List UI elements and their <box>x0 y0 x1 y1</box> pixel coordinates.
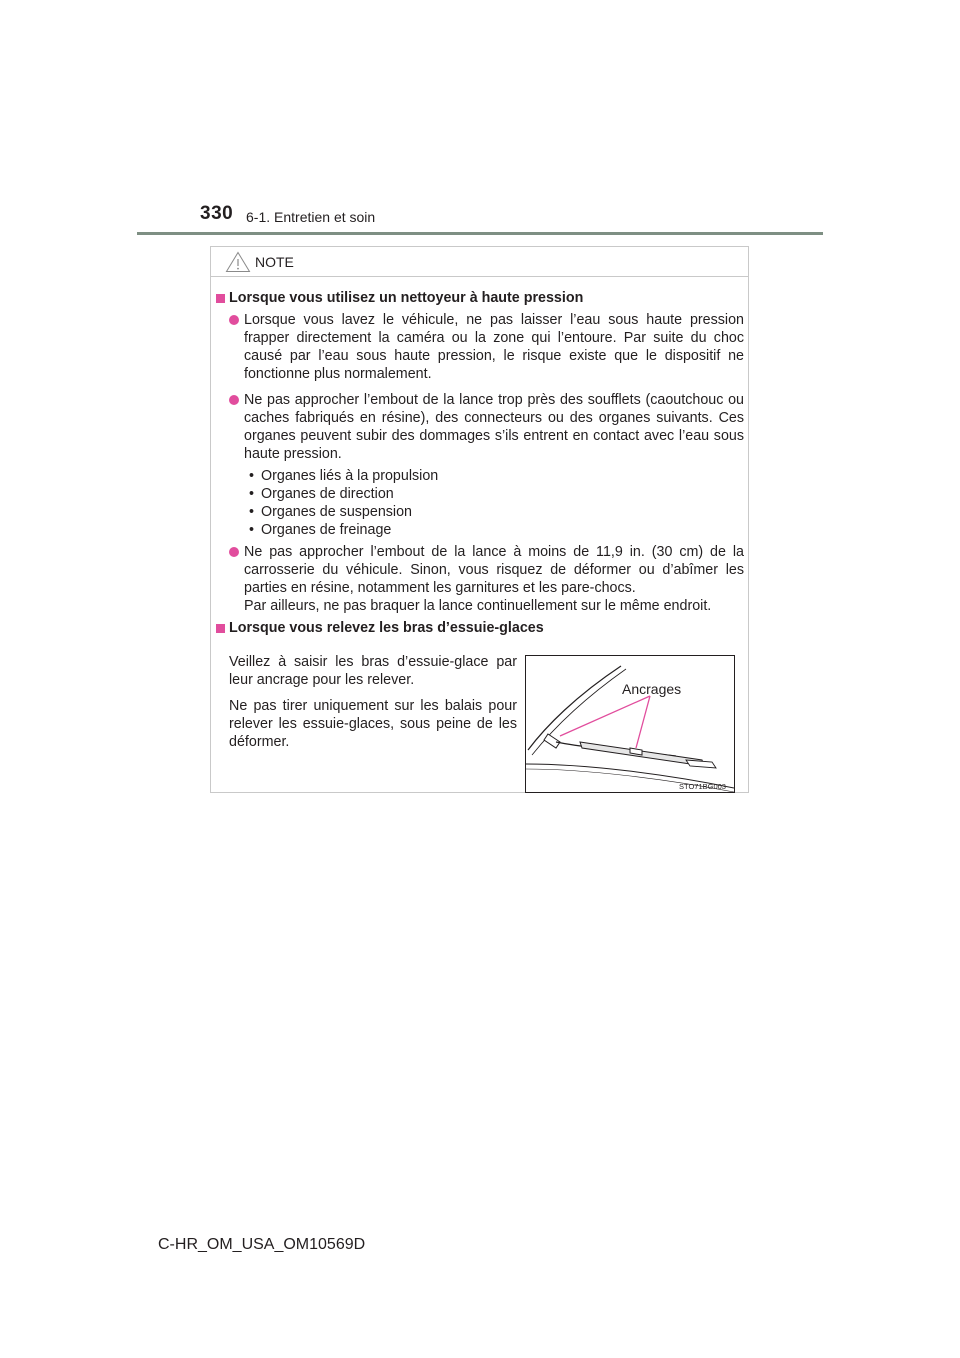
organ-list-item: • Organes de suspension <box>249 504 413 520</box>
wiper-illustration <box>526 656 734 792</box>
square-bullet-icon <box>216 624 225 633</box>
round-bullet-icon <box>229 315 239 325</box>
figure-callout-label: Ancrages <box>622 681 682 697</box>
bullet-text: Lorsque vous lavez le véhicule, ne pas laisser l’eau sous haute pression frapper directement la caméra ou la zone qui l’entoure. Par suite du choc causé par l’eau sous haute pression, le risque existe que le dispositif ne fonctionne plus normalement. <box>244 312 744 382</box>
section-title: 6-1. Entretien et soin <box>246 209 376 225</box>
header-rule <box>137 232 823 235</box>
round-bullet-icon <box>229 395 239 405</box>
organ-list-item: • Organes liés à la propulsion <box>249 468 439 484</box>
note-content <box>216 289 744 791</box>
paragraph: Veillez à saisir les bras d’essuie-glace par leur ancrage pour les relever. <box>229 654 517 688</box>
dot-mark: • <box>249 468 255 484</box>
heading-text: Lorsque vous relevez les bras d’essuie-glaces <box>229 620 544 636</box>
bullet-text-continued: Par ailleurs, ne pas braquer la lance continuellement sur le même endroit. <box>244 598 712 614</box>
organ-list-item: • Organes de direction <box>249 486 394 502</box>
wiper-instructions <box>229 653 517 759</box>
heading-text: Lorsque vous utilisez un nettoyeur à haute pression <box>229 290 584 306</box>
wiper-figure <box>525 655 735 793</box>
bullet-text: Ne pas approcher l’embout de la lance à moins de 11,9 in. (30 cm) de la carrosserie du véhicule. Sinon, vous risquez de déformer ou d’abîmer les parties en résine, notamment les garnitures et les pare-chocs. <box>244 544 744 596</box>
list-item <box>216 391 744 463</box>
round-bullet-icon <box>229 547 239 557</box>
note-box <box>210 246 749 793</box>
warning-triangle-icon <box>225 251 251 273</box>
list-item <box>216 543 744 615</box>
square-bullet-icon <box>216 294 225 303</box>
dot-mark: • <box>249 522 255 538</box>
note-label: NOTE <box>255 254 294 270</box>
section-heading-wipers <box>216 619 744 637</box>
list-item <box>216 311 744 383</box>
footer-doc-code: C-HR_OM_USA_OM10569D <box>158 1236 366 1253</box>
organ-list-item: • Organes de freinage <box>249 522 392 538</box>
organ-list <box>216 467 744 539</box>
page-number: 330 <box>200 203 234 224</box>
bullet-text: Ne pas approcher l’embout de la lance trop près des soufflets (caoutchouc ou caches fabriqués en résine), des connecteurs ou des organes suivants. Ces organes peuvent subir des dommages s’ils entrent en contact avec l’eau sous haute pression. <box>244 392 744 462</box>
section-heading-pressure-washer <box>216 289 744 307</box>
note-header <box>211 247 748 277</box>
dot-mark: • <box>249 504 255 520</box>
wiper-section <box>216 641 744 791</box>
figure-code: STO71BG003 <box>679 782 726 791</box>
dot-mark: • <box>249 486 255 502</box>
paragraph: Ne pas tirer uniquement sur les balais pour relever les essuie-glaces, sous peine de les déformer. <box>229 698 517 750</box>
